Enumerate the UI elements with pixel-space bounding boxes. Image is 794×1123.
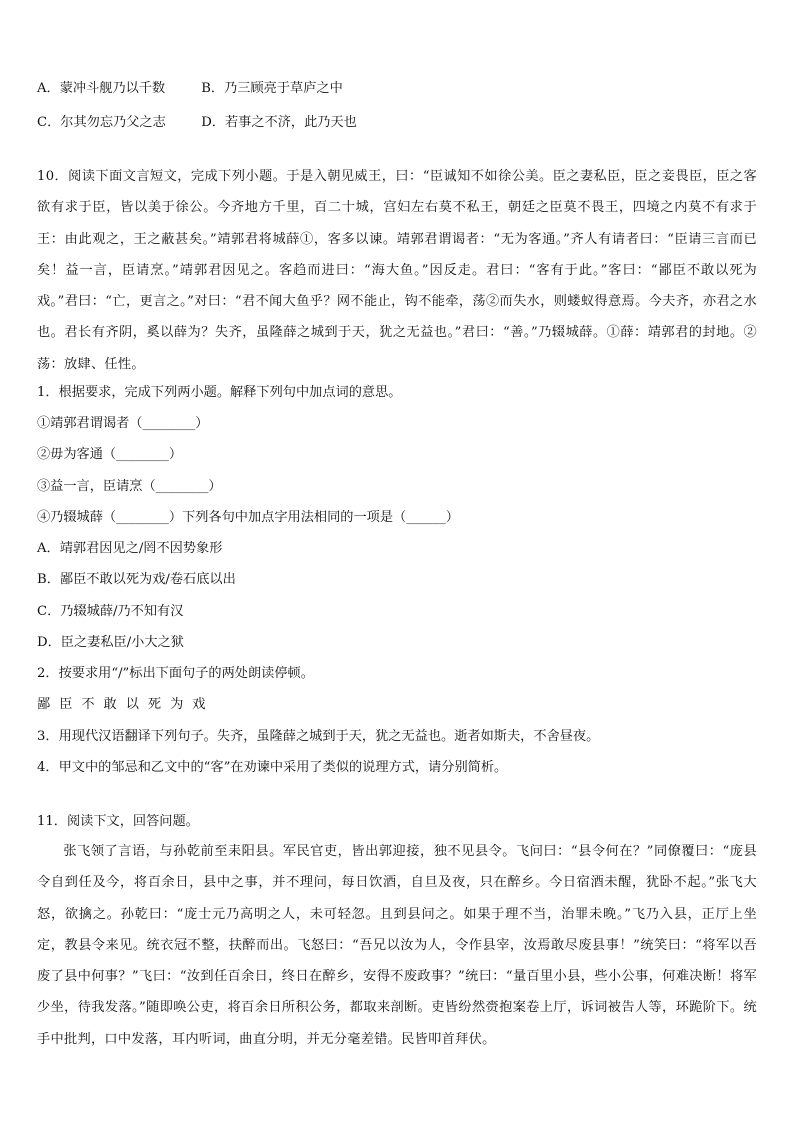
q10-1-item-3: ③益一言，臣请烹（________） (37, 479, 222, 494)
q9-option-c: C．尔其勿忘乃父之志 (37, 115, 166, 130)
q10-2-title: 2．按要求用“/”标出下面句子的两处朗读停顿。 (37, 666, 314, 681)
q11-title: 11．阅读下文，回答问题。 (37, 814, 199, 829)
q10-2-sentence: 鄙臣不敢以死为戏 (37, 697, 215, 712)
q10-3: 3．用现代汉语翻译下列句子。失齐，虽隆薛之城到于天，犹之无益也。逝者如斯夫，不舍昼夜。 (37, 729, 600, 744)
q10-option-c: C．乃辍城薛/乃不知有汉 (37, 604, 184, 619)
q9-option-d: D．若事之不济，此乃天也 (201, 115, 357, 130)
q9-options-row-1 (37, 79, 343, 99)
q10-1-item-2: ②毋为客通（________） (37, 447, 183, 462)
q11-passage: 张飞领了言语，与孙乾前至耒阳县。军民官吏，皆出郭迎接，独不见县令。飞问曰：“县令何在？”同僚覆曰：“庞县令自到任及今，将百余日，县中之事，并不理问，每日饮酒，自旦及夜，只在醉乡。今日宿酒未醒，犹卧不起。”张飞大怒，欲擒之。孙乾曰：“庞士元乃高明之人，未可轻忽。且到县问之。如果于理不当，治罪未晚。”飞乃入县，正厅上坐定，教县令来见。统衣冠不整，扶醉而出。飞怒曰：“吾兄以汝为人，令作县宰，汝焉敢尽废县事！”统笑曰：“将军以吾废了县中何事？”飞曰：“汝到任百余日，终日在醉乡，安得不废政事？”统曰：“量百里小县，些小公事，何难决断！将军少坐，待我发落。”随即唤公吏，将百余日所积公务，都取来剖断。吏皆纷然赍抱案卷上厅，诉词被告人等，环跪阶下。统手中批判，口中发落，耳内听词，曲直分明，并无分毫差错。民皆叩首拜伏。 (37, 844, 757, 1047)
q10-passage: 10．阅读下面文言短文，完成下列小题。于是入朝见威王，曰：“臣诚知不如徐公美。臣之妻私臣，臣之妾畏臣，臣之客欲有求于臣，皆以美于徐公。今齐地方千里，百二十城，宫妇左右莫不私王，朝廷之臣莫不畏王，四境之内莫不有求于王：由此观之，王之蔽甚矣。”靖郭君将城薛①，客多以谏。靖郭君谓谒者：“无为客通。”齐人有请者曰：“臣请三言而已矣！益一言，臣请烹。”靖郭君因见之。客趋而进曰：“海大鱼。”因反走。君曰：“客有于此。”客曰：“鄙臣不敢以死为戏。”君曰：“亡，更言之。”对曰：“君不闻大鱼乎？网不能止，钩不能牵，荡②而失水，则蝼蚁得意焉。今夫齐，亦君之水也。君长有齐阴，奚以薛为？失齐，虽隆薛之城到于天，犹之无益也。”君曰：“善。”乃辍城薛。①薛：靖郭君的封地。②荡：放肆、任性。 (37, 169, 757, 372)
q10-1-title: 1．根据要求，完成下列两小题。解释下列句中加点词的意思。 (37, 385, 402, 400)
q9-options-row-2 (37, 113, 357, 133)
q10-option-a: A．靖郭君因见之/罔不因势象形 (37, 541, 223, 556)
q10-4: 4．甲文中的邹忌和乙文中的“客”在劝谏中采用了类似的说理方式，请分别简析。 (37, 760, 508, 775)
q10-option-d: D．臣之妻私臣/小大之狱 (37, 635, 184, 650)
q10-1-item-1: ①靖郭君谓谒者（________） (37, 416, 209, 431)
q9-option-a: A．蒙冲斗舰乃以千数 (37, 81, 166, 96)
q9-option-b: B．乃三顾亮于草庐之中 (201, 81, 343, 96)
q10-1-item-4: ④乃辍城薛（________）下列各句中加点字用法相同的一项是（______） (37, 510, 459, 525)
q10-option-b: B．鄙臣不敢以死为戏/卷石底以出 (37, 572, 236, 587)
